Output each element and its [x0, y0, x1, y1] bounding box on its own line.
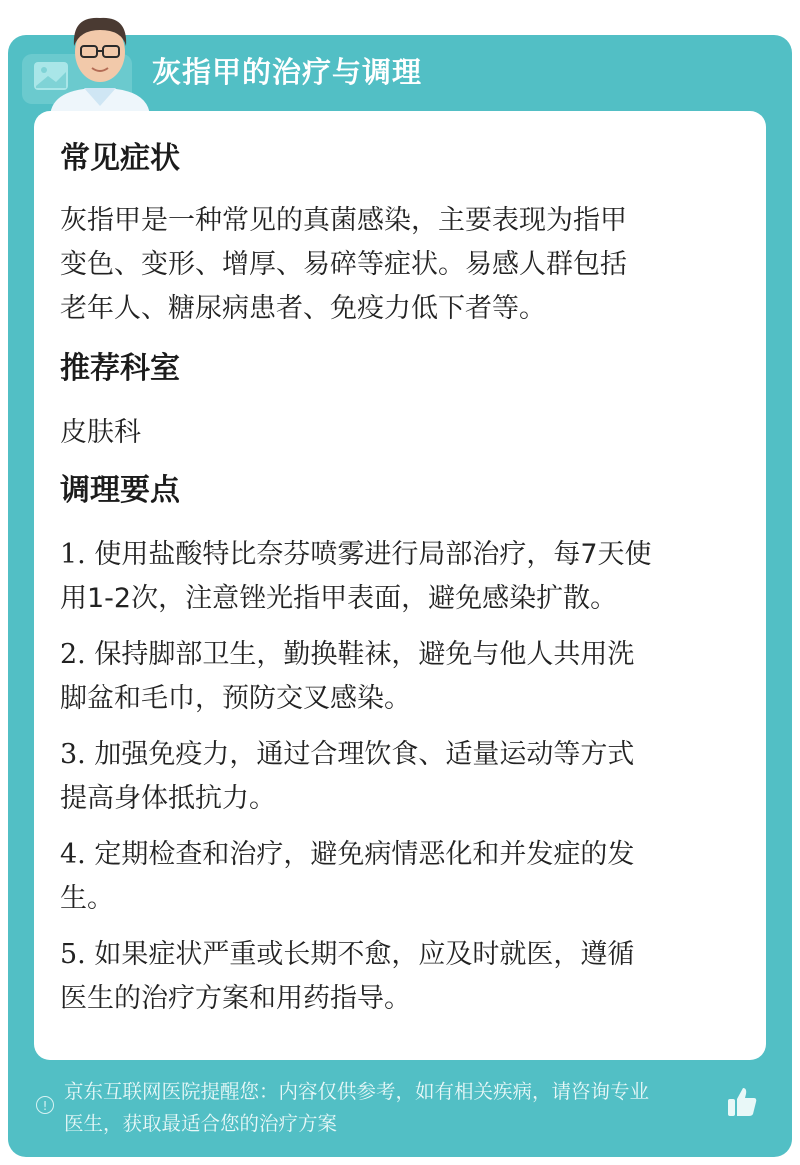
disclaimer-line: 京东互联网医院提醒您：内容仅供参考，如有相关疾病，请咨询专业 [64, 1080, 650, 1103]
tip-item [60, 533, 740, 621]
paragraph-line: 老年人、糖尿病患者、免疫力低下者等。 [60, 293, 546, 324]
tip-line: 提高身体抵抗力。 [60, 783, 276, 814]
tip-text: 如果症状严重或长期不愈，应及时就医，遵循 [94, 939, 635, 970]
disclaimer-line: 医生，获取最适合您的治疗方案 [64, 1112, 338, 1135]
department-value: 皮肤科 [60, 417, 141, 448]
tip-text: 保持脚部卫生，勤换鞋袜，避免与他人共用洗 [94, 639, 635, 670]
section-heading-department: 推荐科室 [60, 351, 180, 386]
tip-line [60, 533, 740, 577]
tip-number: 4. [60, 839, 86, 870]
symptoms-paragraph [60, 199, 740, 331]
paragraph-line: 灰指甲是一种常见的真菌感染，主要表现为指甲 [60, 205, 627, 236]
info-icon: ! [36, 1096, 54, 1114]
section-heading-care: 调理要点 [60, 473, 180, 508]
doctor-avatar [22, 6, 152, 116]
tip-item [60, 833, 740, 921]
tip-number: 1. [60, 539, 86, 570]
tip-line: 医生的治疗方案和用药指导。 [60, 983, 411, 1014]
tip-number: 5. [60, 939, 86, 970]
thumbs-up-icon[interactable] [724, 1084, 760, 1120]
tip-text: 加强免疫力，通过合理饮食、适量运动等方式 [94, 739, 635, 770]
tip-item [60, 733, 740, 821]
tip-line [60, 933, 740, 977]
page-title: 灰指甲的治疗与调理 [152, 55, 423, 89]
tip-line: 用1-2次，注意锉光指甲表面，避免感染扩散。 [60, 583, 618, 614]
tip-line: 脚盆和毛巾，预防交叉感染。 [60, 683, 411, 714]
tip-item [60, 633, 740, 721]
tip-line [60, 833, 740, 877]
tip-item [60, 933, 740, 1021]
tip-number: 3. [60, 739, 86, 770]
disclaimer-text [64, 1076, 728, 1140]
tip-text: 定期检查和治疗，避免病情恶化和并发症的发 [94, 839, 635, 870]
disclaimer-footer [36, 1076, 796, 1146]
tip-text: 使用盐酸特比奈芬喷雾进行局部治疗，每7天使 [94, 539, 652, 570]
tip-line: 生。 [60, 883, 114, 914]
paragraph-line: 变色、变形、增厚、易碎等症状。易感人群包括 [60, 249, 627, 280]
tip-line [60, 733, 740, 777]
tip-line [60, 633, 740, 677]
section-heading-symptoms: 常见症状 [60, 141, 180, 176]
article-card [34, 111, 766, 1060]
tip-number: 2. [60, 639, 86, 670]
